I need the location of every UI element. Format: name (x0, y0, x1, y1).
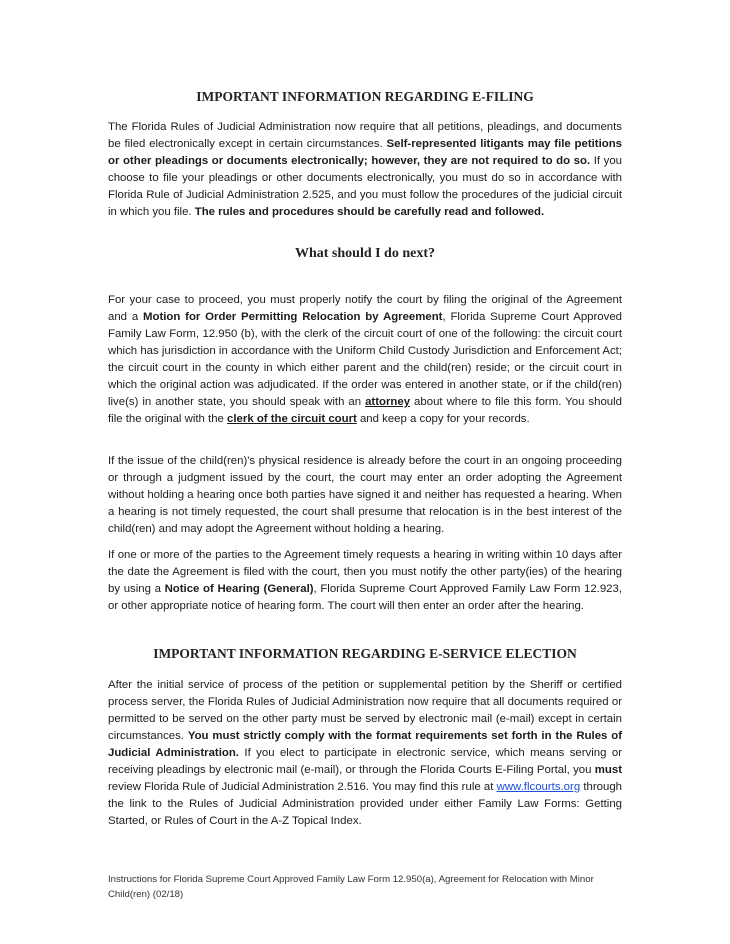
hearing-text-1: If one or more of the parties to the Agreement timely requests a hearing in writing within 10 days after the date the Agreement is filed with the court, then you must notify the other party(ies) of the hearing by using a (108, 549, 622, 595)
efiling-paragraph (108, 119, 622, 221)
motion-form-name: Motion for Order Permitting Relocation by Agreement (143, 311, 443, 323)
next-steps-heading: What should I do next? (294, 246, 436, 261)
notify-text-1: For your case to proceed, you must properly notify the court by filing the original of the Agreement and a (108, 294, 622, 323)
efiling-text-1: The Florida Rules of Judicial Administration now require that all petitions, pleadings, and documents be filed electronically except in certain circumstances. (108, 121, 622, 150)
eservice-must: must (594, 764, 622, 776)
eservice-text-4: through the link to the Rules of Judicial Administration provided under either Family Law Forms: Getting Started, or Rules of Court in the A-Z Topical Index. (108, 781, 622, 827)
notice-form-name: Notice of Hearing (General) (164, 583, 314, 595)
eservice-text-1: After the initial service of process of the petition or supplemental petition by the Sheriff or certified process server, the Florida Rules of Judicial Administration now require that all documents required or permitted to be served on the other party must be served by electronic mail (e-mail) except in certain circumstances. (108, 679, 622, 742)
flcourts-link[interactable]: www.flcourts.org (496, 781, 581, 793)
efiling-heading: IMPORTANT INFORMATION REGARDING E-FILING (196, 89, 534, 104)
hearing-request-paragraph (108, 547, 622, 615)
eservice-text-2: If you elect to participate in electronic service, which means serving or receiving pleadings by electronic mail (e-mail), or through the Florida Courts E-Filing Portal, you (108, 747, 622, 776)
eservice-text-3: review Florida Rule of Judicial Administration 2.516. You may find this rule at (108, 781, 497, 793)
notify-text-2: , Florida Supreme Court Approved Family Law Form, 12.950 (b), with the clerk of the circuit court of one of the following: the circuit court which has jurisdiction in accordance with the Uniform Child Custody Jurisdiction and Enforcement Act; the circuit court in the county in which either parent and the child(ren) reside; or the circuit court in which the original action was adjudicated. If the order was entered in another state, or if the child(ren) live(s) in another state, you should speak with an (108, 311, 622, 408)
eservice-paragraph (108, 677, 622, 830)
efiling-bold-1: Self-represented litigants may file petitions or other pleadings or documents electronically; however, they are not required to do so. (108, 138, 622, 167)
efiling-text-2: If you choose to file your pleadings or other documents electronically, you must do so in accordance with Florida Rule of Judicial Administration 2.525, and you must follow the procedures of the judicial circuit in which you file. (108, 155, 622, 218)
attorney-term: attorney (365, 396, 411, 408)
hearing-presumption-paragraph: If the issue of the child(ren)'s physical residence is already before the court in an ongoing proceeding or through a judgment issued by the court, the court may enter an order adopting the Agreement without holding a hearing once both parties have signed it and neither has requested a hearing. When a hearing is not timely requested, the court shall presume that relocation is in the best interest of the child(ren) and may adopt the Agreement without holding a hearing. (108, 455, 622, 535)
notify-court-paragraph (108, 292, 622, 428)
efiling-bold-2: The rules and procedures should be carefully read and followed. (194, 206, 545, 218)
notify-text-4: and keep a copy for your records. (356, 413, 530, 425)
page-footer: Instructions for Florida Supreme Court Approved Family Law Form 12.950(a), Agreement for Relocation with Minor Child(ren) (02/18) (108, 874, 594, 900)
clerk-term: clerk of the circuit court (227, 413, 357, 425)
hearing-text-2: , Florida Supreme Court Approved Family Law Form 12.923, or other appropriate notice of hearing form. The court will then enter an order after the hearing. (108, 583, 622, 612)
notify-text-3: about where to file this form. You should file the original with the (108, 396, 622, 425)
eservice-bold-1: You must strictly comply with the format requirements set forth in the Rules of Judicial Administration. (108, 730, 622, 759)
eservice-heading: IMPORTANT INFORMATION REGARDING E-SERVICE ELECTION (153, 646, 577, 661)
